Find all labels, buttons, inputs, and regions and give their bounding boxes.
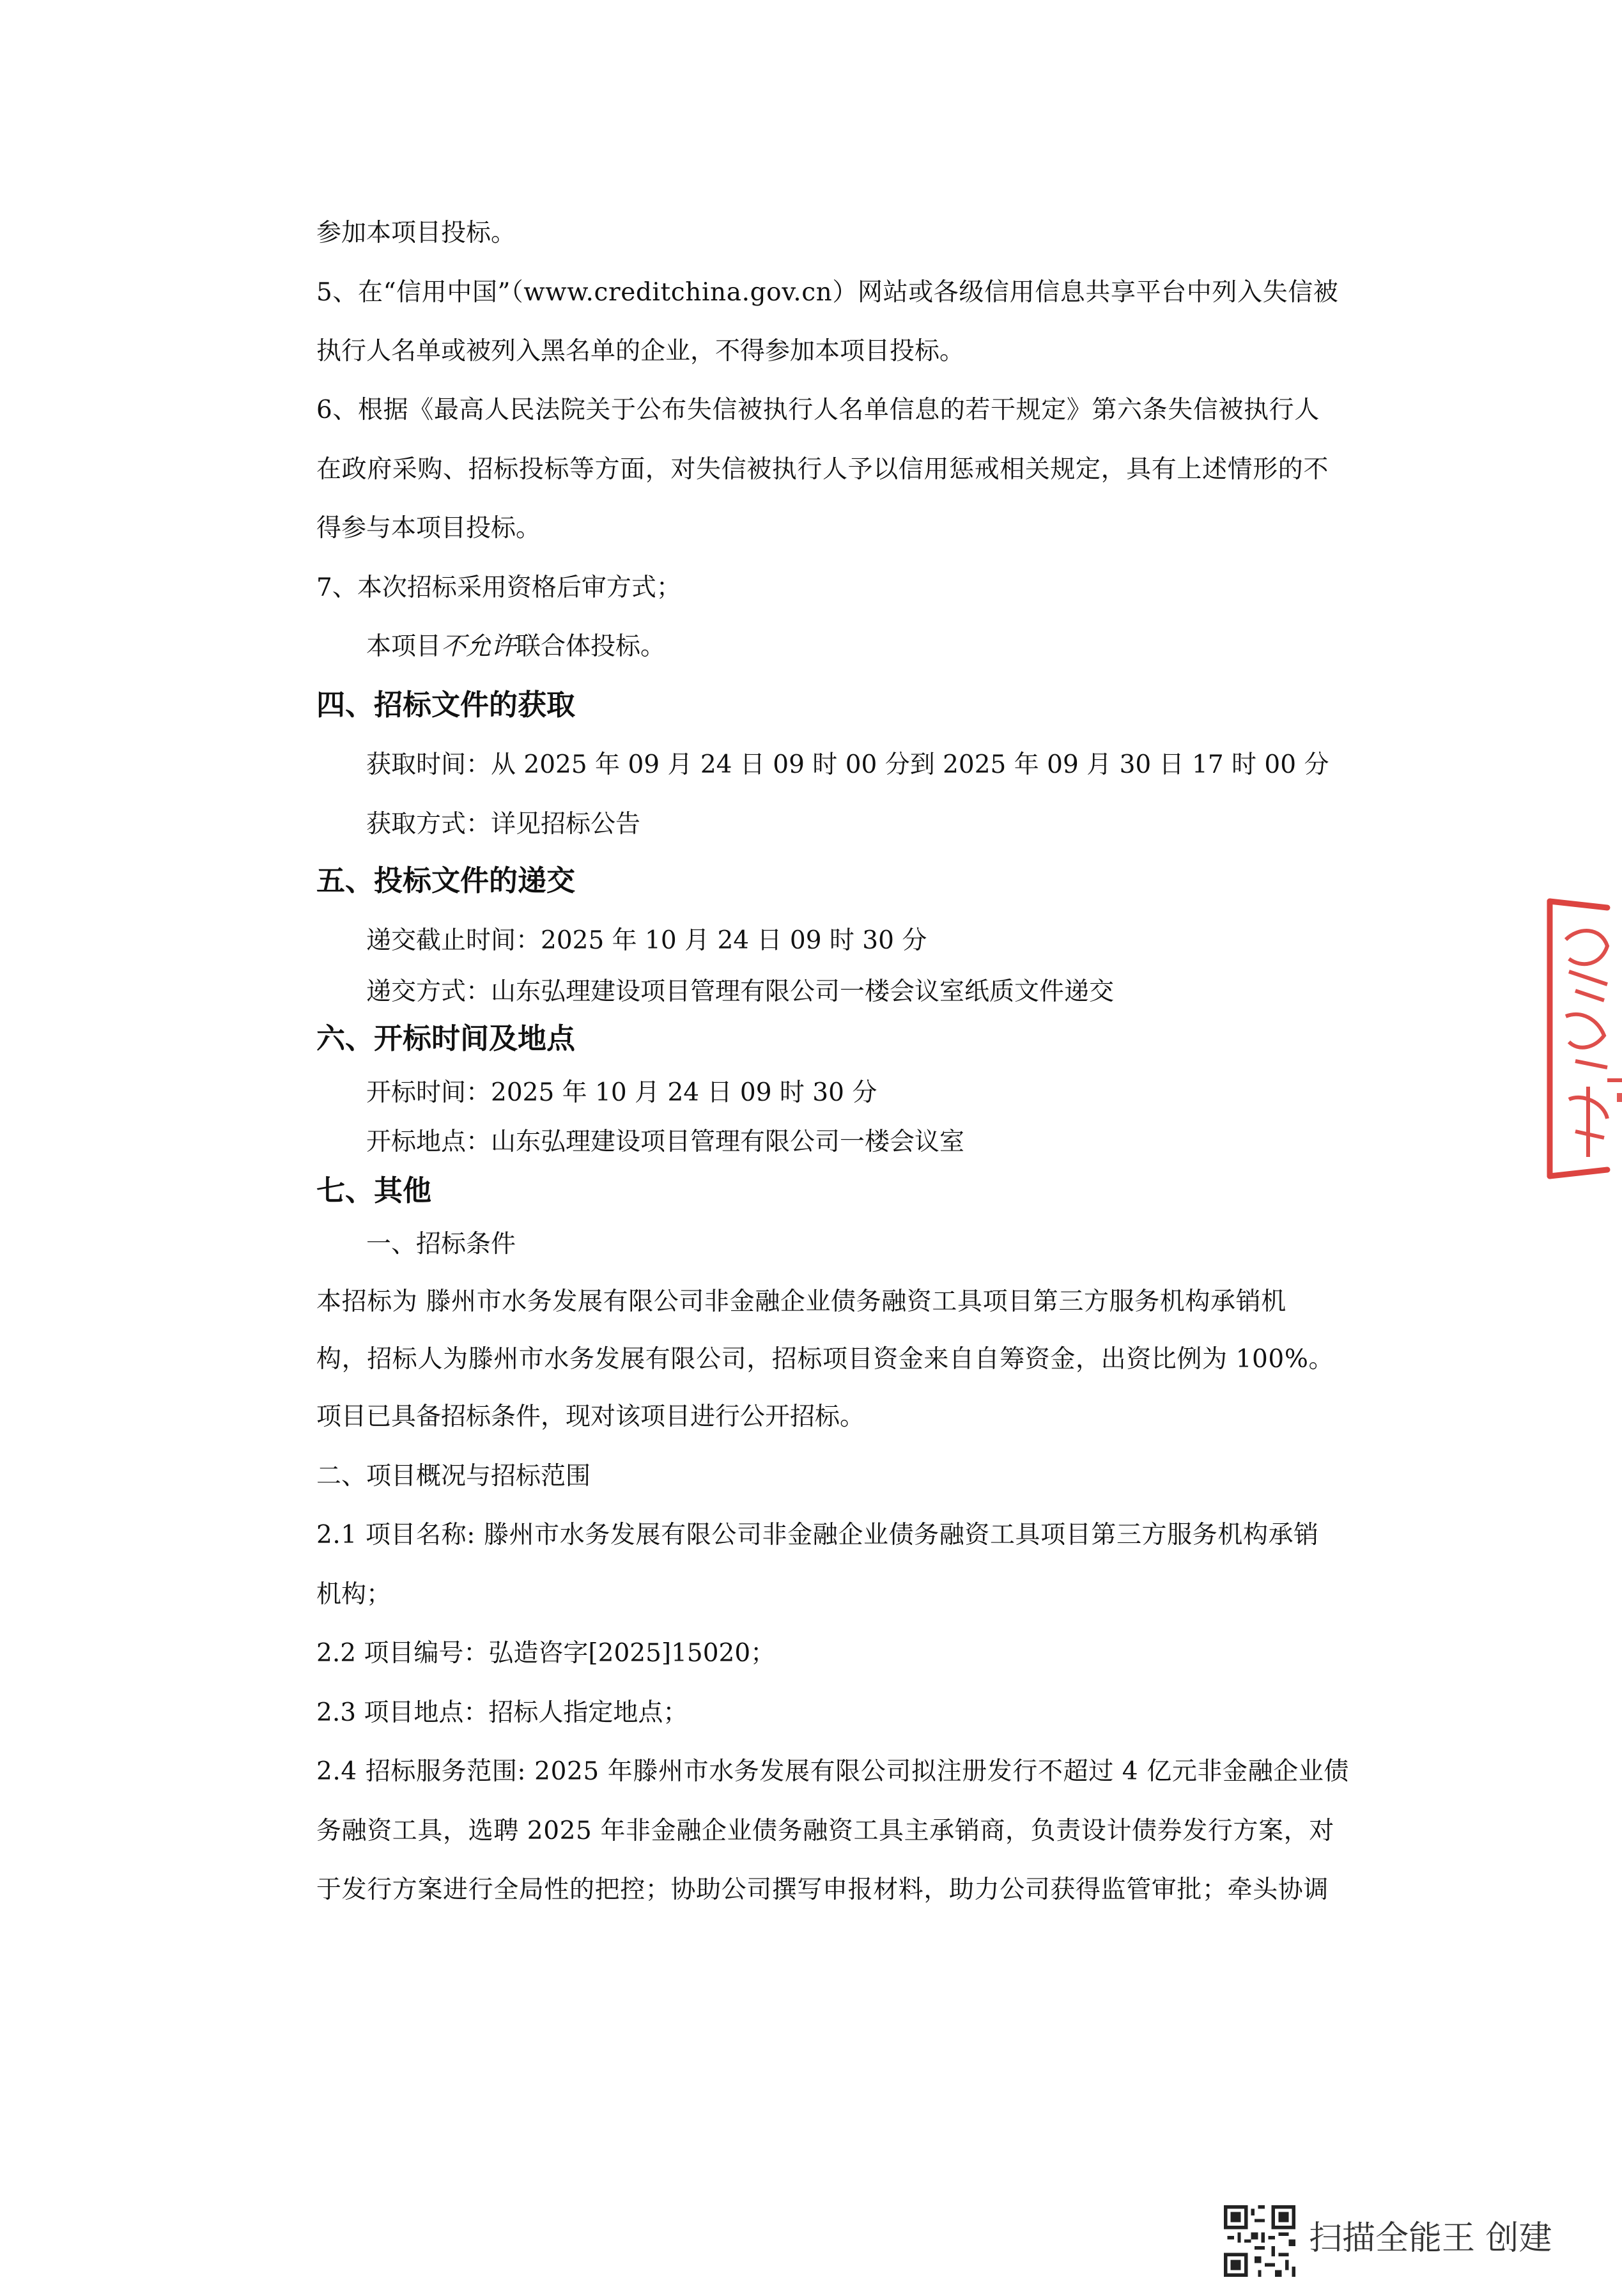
text-line: 7、本次招标采用资格后审方式； [316, 573, 681, 602]
section-heading: 四、招标文件的获取 [316, 688, 576, 722]
text-line: 参加本项目投标。 [316, 219, 516, 247]
text-line: 项目已具备招标条件，现对该项目进行公开招标。 [316, 1402, 865, 1431]
text-line: 于发行方案进行全局性的把控；协助公司撰写申报材料，助力公司获得监管审批；牵头协调 [316, 1875, 1329, 1904]
text-line: 6、根据《最高人民法院关于公布失信被执行人名单信息的若干规定》第六条失信被执行人 [316, 396, 1320, 424]
text-line: 2.2 项目编号：弘造咨字[2025]15020； [316, 1639, 776, 1668]
text-line: 务融资工具，选聘 2025 年非金融企业债务融资工具主承销商，负责设计债券发行方案，对 [316, 1817, 1334, 1845]
stamp-graphic [1531, 888, 1622, 1189]
acquire-time: 获取时间：从 2025 年 09 月 24 日 09 时 00 分到 2025 年 09 月 30 日 17 时 00 分 [366, 750, 1329, 779]
submit-method: 递交方式：山东弘理建设项目管理有限公司一楼会议室纸质文件递交 [366, 977, 1115, 1006]
section-heading: 五、投标文件的递交 [316, 864, 576, 897]
qr-code-icon [1224, 2205, 1295, 2277]
section-heading: 七、其他 [316, 1174, 432, 1207]
acquire-method: 获取方式：详见招标公告 [366, 810, 641, 839]
text-line: 5、在“信用中国”（www.creditchina.gov.cn）网站或各级信用信息共享平台中列入失信被 [316, 278, 1339, 307]
scanner-brand-label: 扫描全能王 创建 [1309, 2219, 1552, 2258]
opening-place: 开标地点：山东弘理建设项目管理有限公司一楼会议室 [366, 1128, 965, 1156]
qr-code-graphic [1224, 2205, 1295, 2277]
text-line: 机构； [316, 1580, 392, 1609]
text-line: 得参与本项目投标。 [316, 514, 541, 543]
consortium-prefix: 本项目 [366, 632, 442, 661]
consortium-line [366, 631, 1414, 663]
text-line: 本招标为 滕州市水务发展有限公司非金融企业债务融资工具项目第三方服务机构承销机 [316, 1287, 1286, 1316]
consortium-emphasis: 不允许 [441, 632, 516, 661]
text-line: 构，招标人为滕州市水务发展有限公司，招标项目资金来自自筹资金，出资比例为 100%。 [316, 1345, 1334, 1374]
subheading: 二、项目概况与招标范围 [316, 1462, 591, 1491]
stamp-icon [1531, 888, 1622, 1189]
text-line: 执行人名单或被列入黑名单的企业，不得参加本项目投标。 [316, 337, 965, 366]
text-line: 在政府采购、招标投标等方面，对失信被执行人予以信用惩戒相关规定，具有上述情形的不 [316, 455, 1329, 484]
section-heading: 六、开标时间及地点 [316, 1021, 576, 1055]
text-line: 2.4 招标服务范围: 2025 年滕州市水务发展有限公司拟注册发行不超过 4 亿元非金融企业债 [316, 1757, 1350, 1786]
opening-time: 开标时间：2025 年 10 月 24 日 09 时 30 分 [366, 1078, 877, 1107]
consortium-suffix: 联合体投标。 [516, 632, 666, 661]
subheading: 一、招标条件 [366, 1230, 516, 1259]
submit-deadline: 递交截止时间：2025 年 10 月 24 日 09 时 30 分 [366, 926, 927, 955]
text-line: 2.1 项目名称: 滕州市水务发展有限公司非金融企业债务融资工具项目第三方服务机构承销 [316, 1521, 1319, 1549]
text-line: 2.3 项目地点：招标人指定地点； [316, 1698, 688, 1727]
